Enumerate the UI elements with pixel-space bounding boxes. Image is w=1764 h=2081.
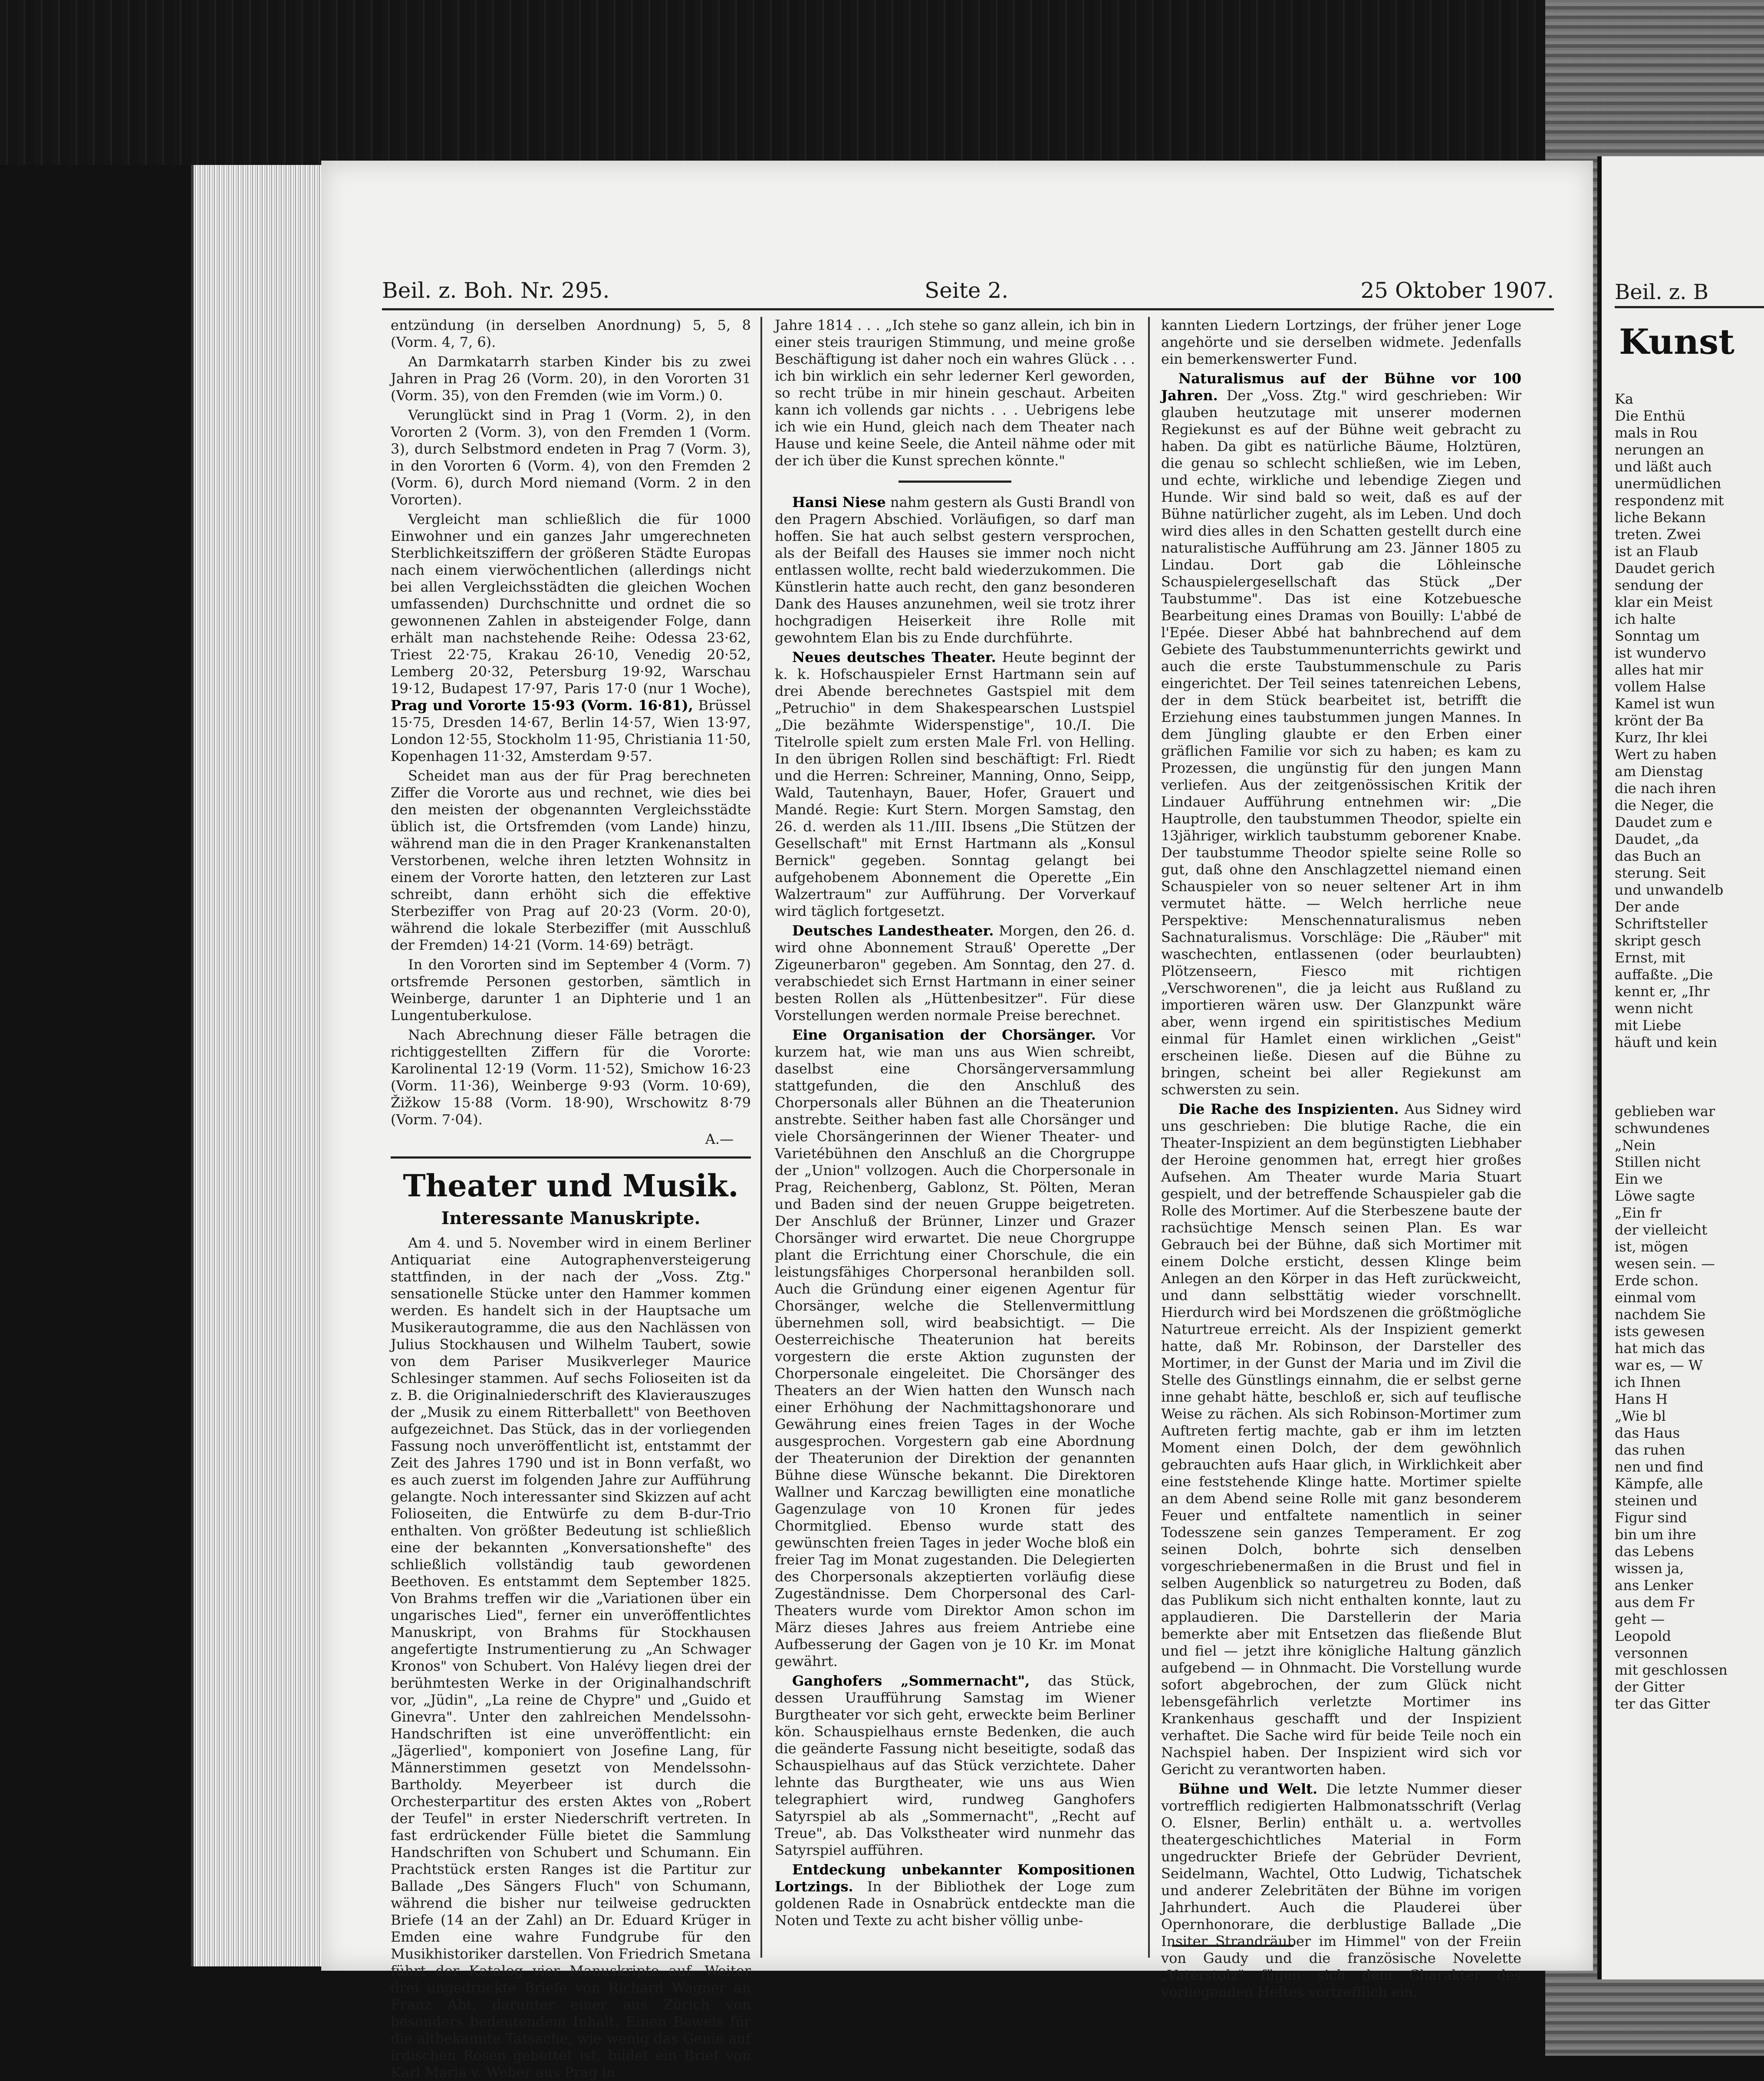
page-header [382, 278, 1554, 304]
adjacent-text-line: das Haus [1615, 1425, 1680, 1441]
column-divider [760, 317, 762, 1958]
paragraph: Scheidet man aus der für Prag berechneten Ziffer die Vororte aus und rechnet, wie dies bei den meisten der obgenannten Vergleichsstädte üblich ist, die Ortsfremden (vom Lande) hinzu, während man die in den Prager Krankenanstalten Verstorbenen, welche ihren letzten Wohnsitz in einem der Vororte hatten, den letzteren zur Last schreibt, dann erhöht sich die effektive Sterbeziffer von Prag auf 20·23 (Vorm. 20·0), während die lokale Sterbeziffer (mit Ausschluß der Fremden) 14·21 (Vorm. 14·69) beträgt. [391, 767, 751, 953]
adjacent-text-line: Leopold [1615, 1628, 1671, 1644]
adjacent-text-line: Sonntag um [1615, 628, 1700, 644]
adjacent-text-line: nerungen an [1615, 441, 1704, 458]
article-heading: Die Rache des Inspizienten. [1178, 1101, 1399, 1117]
header-issue: Beil. z. Boh. Nr. 295. [382, 278, 610, 303]
newspaper-page [321, 161, 1593, 2081]
paragraph: Bühne und Welt. Die letzte Nummer dieser vortrefflich redigierten Halbmonatsschrift (Verlag O. Elsner, Berlin) enthält u. a. wertvolles theatergeschichtliches Material in Form ungedruckter Briefe der Gebrüder Devrient, Seidelmann, Wachtel, Otto Ludwig, Tichatschek und anderer Zelebritäten der Bühne im vorigen Jahrhundert. Auch die Plauderei über Opernhonorare, die derblustige Ballade „Die Insiter Strandräuber im Himmel" von der Freiin von Gaudy und die französische Novelette „Vaterstolz" fügen sich dem Charakter des vorliegenden Heftes vortrefflich ein. [1161, 1781, 1522, 2000]
adjacent-text-line: Daudet gerich [1615, 560, 1715, 576]
adjacent-text-line: Ernst, mit [1615, 949, 1685, 966]
adjacent-text-line: Kämpfe, alle [1615, 1475, 1703, 1492]
adjacent-text-line: geht — [1615, 1611, 1665, 1627]
adjacent-text-line: Daudet zum e [1615, 814, 1712, 830]
adjacent-text-line: vollem Halse [1615, 678, 1706, 695]
adjacent-text-line: Ein we [1615, 1171, 1663, 1187]
paragraph: Neues deutsches Theater. Heute beginnt der k. k. Hofschauspieler Ernst Hartmann sein auf drei Abende berechnetes Gastspiel mit dem „Petruchio" in dem Shakespearschen Lustspiel „Die bezähmte Widerspenstige", 10./I. Die Titelrolle spielt zum ersten Male Frl. von Helling. In den übrigen Rollen sind beschäftigt: Frl. Riedt und die Herren: Schreiner, Manning, Onno, Seipp, Wald, Tautenhayn, Bauer, Hofer, Grauert und Mandé. Regie: Kurt Stern. Morgen Samstag, den 26. d. werden als 11./III. Ibsens „Die Stützen der Gesellschaft" mit Ernst Hartmann als „Konsul Bernick" gegeben. Sonntag gelangt bei aufgehobenem Abonnement die Operette „Ein Walzertraum" zur Aufführung. Der Vorverkauf wird täglich fortgesetzt. [775, 649, 1135, 919]
adjacent-page-text [1615, 391, 1764, 1712]
adjacent-text-line: steinen und [1615, 1492, 1698, 1509]
adjacent-text-line: das ruhen [1615, 1442, 1685, 1458]
article-heading: Hansi Niese [792, 494, 886, 510]
adjacent-page [1597, 156, 1764, 1979]
article-heading: Bühne und Welt. [1178, 1781, 1318, 1797]
adjacent-text-line: auffaßte. „Die [1615, 966, 1713, 983]
adjacent-text-line: bin um ihre [1615, 1526, 1696, 1543]
paragraph: kannten Liedern Lortzings, der früher jener Loge angehörte und sie derselben widmete. Jedenfalls ein bemerkenswerter Fund. [1161, 317, 1521, 367]
paragraph: Ganghofers „Sommernacht", das Stück, dessen Uraufführung Samstag im Wiener Burgtheater vor sich geht, erweckte beim Berliner kön. Schauspielhaus ernste Bedenken, die auch die geänderte Fassung nicht beseitigte, sodaß das Schauspielhaus auf das Stück verzichtete. Daher lehnte das Burgtheater, wie uns aus Wien telegraphiert wird, rundweg Ganghofers Satyrspiel ab als „Sommernacht", „Recht auf Treue", ab. Das Volkstheater wird nunmehr das Satyrspiel aufführen. [775, 1673, 1135, 1858]
adjacent-text-line: klar ein Meist [1615, 594, 1713, 610]
adjacent-text-line: ist wundervo [1615, 645, 1706, 661]
adjacent-text-line: sterung. Seit [1615, 865, 1706, 881]
paragraph: In den Vororten sind im September 4 (Vorm. 7) ortsfremde Personen gestorben, sämtlich in Weinberge, darunter 1 an Diphterie und 1 an Lungentuberkulose. [391, 956, 751, 1024]
adjacent-text-line: wesen sein. — [1615, 1255, 1715, 1272]
adjacent-text-line: hat mich das [1615, 1340, 1705, 1357]
adjacent-text-line: die Neger, die [1615, 797, 1714, 813]
author-signature: A.— [705, 1131, 734, 1147]
adjacent-text-line: ist, mögen [1615, 1238, 1688, 1255]
adjacent-text-line: Erde schon. [1615, 1272, 1699, 1289]
adjacent-text-line: wissen ja, [1615, 1560, 1684, 1577]
adjacent-text-line: unermüdlichen [1615, 475, 1721, 492]
adjacent-text-line: krönt der Ba [1615, 712, 1704, 729]
paragraph: Entdeckung unbekannter Kompositionen Lortzings. In der Bibliothek der Loge zum goldenen Rade in Osnabrück entdeckte man die Noten und Texte zu acht bisher völlig unbe- [775, 1861, 1135, 1929]
highlight-prague: Prag und Vororte 15·93 (Vorm. 16·81), [391, 697, 693, 714]
adjacent-text-line: Stillen nicht [1615, 1154, 1701, 1170]
column-2 [775, 317, 1135, 1966]
column-3 [1161, 317, 1522, 2000]
paragraph: Naturalismus auf der Bühne vor 100 Jahren. Der „Voss. Ztg." wird geschrieben: Wir glauben heutzutage mit unserer modernen Regiekunst es auf der Bühne weit gebracht zu haben. Da gibt es natürliche Bäume, Holztüren, die genau so schlecht schließen, wie im Leben, und echte, wirkliche und lebendige Ziegen und Hunde. Wir sind bald so weit, daß es auf der Bühne natürlicher zugeht, als im Leben. Und doch wird dies alles in den Schatten gestellt durch eine naturalistische Aufführung am 23. Jänner 1805 zu Lindau. Dort gab die Löhleinsche Schauspielergesellschaft das Stück „Der Taubstumme". Das ist eine Kotzebuesche Bearbeitung eines Dramas von Bouilly: L'abbé de l'Epée. Dieser Abbé hat bahnbrechend auf dem Gebiete des Taubstummenunterrichts gewirkt und auch die erste Taubstummenschule zu Paris eingerichtet. Der Teil seines tatenreichen Lebens, der in dem Stück bearbeitet ist, betrifft die Erziehung eines taubstummen jungen Mannes. In dem Jüngling glaubte er den Erben einer gräflichen Familie vor sich zu haben; es kam zu Prozessen, die ungünstig für den jungen Mann verliefen. Aus der zeitgenössischen Kritik der Lindauer Aufführung entnehmen wir: „Die Hauptrolle, den taubstummen Theodor, spielte ein 13jähriger, wirklich taubstumm geborener Knabe. Der taubstumme Theodor spielte seine Rolle so gut, daß ohne den Anschlagzettel niemand einen Schauspieler von so neuer seltener Art in ihm vermutet hätte. — Welch herrliche neue Perspektive: Menschennaturalismus neben Sachnaturalismus. Vorschläge: Die „Räuber" mit waschechten, entlassenen (oder beurlaubten) Plötzenseern, Fiesco mit richtigen „Verschworenen", die ja leicht aus Rußland zu importieren wären usw. Der Glanzpunkt wäre aber, wenn irgend ein spiritistisches Medium einmal für Hamlet einen wirklichen „Geist" erscheinen ließe. Diesen auf die Bühne zu bringen, scheint bei aller Regiekunst am schwersten zu sein. [1161, 370, 1522, 1098]
adjacent-text-line: wenn nicht [1615, 1000, 1693, 1017]
adjacent-text-line: häuft und kein [1615, 1034, 1718, 1050]
adjacent-text-line: ich halte [1615, 611, 1676, 627]
adjacent-text-line: geblieben war [1615, 1103, 1715, 1120]
adjacent-text-line: ists gewesen [1615, 1323, 1705, 1340]
adjacent-text-line: einmal vom [1615, 1289, 1696, 1306]
column-1 [391, 317, 751, 2081]
paragraph: Nach Abrechnung dieser Fälle betragen die richtiggestellten Ziffern für die Vororte: Karolinental 12·19 (Vorm. 11·52), Smichow 16·23 (Vorm. 11·36), Weinberge 9·93 (Vorm. 10·69), Žižkow 15·88 (Vorm. 18·90), Wrschowitz 8·79 (Vorm. 7·04). [391, 1027, 751, 1128]
paragraph: Verunglückt sind in Prag 1 (Vorm. 2), in den Vororten 2 (Vorm. 3), von den Fremden 1 (Vorm. 3), durch Selbstmord endeten in Prag 7 (Vorm. 3), in den Vororten 6 (Vorm. 4), von den Fremden 2 (Vorm. 6), durch Mord niemand (Vorm. 2 in den Vororten). [391, 407, 751, 508]
adjacent-text-line: die nach ihren [1615, 780, 1716, 797]
adjacent-text-line: war es, — W [1615, 1357, 1703, 1373]
adjacent-text-line: das Lebens [1615, 1543, 1694, 1560]
article-subhead: Interessante Manuskripte. [441, 1208, 701, 1228]
paragraph: Deutsches Landestheater. Morgen, den 26. d. wird ohne Abonnement Strauß' Operette „Der Zigeunerbaron" gegeben. Am Sonntag, den 27. d. verabschiedet sich Ernst Hartmann in einer seiner besten Rollen als „Hüttenbesitzer". Für diese Vorstellungen werden normale Preise berechnet. [775, 922, 1135, 1024]
adjacent-text-line: kennt er, „Ihr [1615, 983, 1710, 1000]
adjacent-text-line: Kurz, Ihr klei [1615, 729, 1708, 746]
microfilm-background [0, 0, 1764, 165]
separator [898, 481, 1011, 483]
section-title: Theater und Musik. [391, 1156, 751, 1205]
adjacent-text-line: ich Ihnen [1615, 1374, 1681, 1390]
adjacent-section-title: Kunst [1619, 321, 1735, 362]
article-heading: Naturalismus auf der Bühne vor 100 Jahren. [1161, 370, 1521, 404]
adjacent-text-line: treten. Zwei [1615, 526, 1701, 543]
paragraph: Vergleicht man schließlich die für 1000 Einwohner und ein ganzes Jahr umgerechneten Sterblichkeitsziffern der größeren Städte Europas nach einem vierwöchentlichen (allerdings nicht bei allen Vergleichsstädten die gleichen Wochen umfassenden) Durchschnitte und ordnet die so gewonnenen Zahlen in absteigender Folge, dann erhält man nachstehende Reihe: Odessa 23·62, Triest 22·75, Krakau 26·10, Venedig 20·52, Lemberg 20·32, Petersburg 19·92, Warschau 19·12, Budapest 17·97, Paris 17·0 (nur 1 Woche), Prag und Vororte 15·93 (Vorm. 16·81), Brüssel 15·75, Dresden 14·67, Berlin 14·57, Wien 13·97, London 12·55, Stockholm 11·95, Christiania 11·50, Kopenhagen 11·32, Amsterdam 9·57. [391, 511, 751, 764]
paragraph: Am 4. und 5. November wird in einem Berliner Antiquariat eine Autographenversteigerung stattfinden, in der nach der „Voss. Ztg." sensationelle Stücke unter den Hammer kommen werden. Es handelt sich in der Hauptsache um Musikerautogramme, die aus den Nachlässen von Julius Stockhausen und Wilhelm Taubert, sowie von dem Pariser Musikverleger Maurice Schlesinger stammen. Auf sechs Folioseiten ist da z. B. die Originalniederschrift des Klavierauszuges der „Musik zu einem Ritterballett" von Beethoven aufgezeichnet. Das Stück, das in der vorliegenden Fassung noch unveröffentlicht ist, entstammt der Zeit des Jahres 1790 und ist in Bonn verfaßt, wo es auch zuerst im folgenden Jahre zur Aufführung gelangte. Noch interessanter sind Skizzen auf acht Folioseiten, die Entwürfe zu dem B-dur-Trio enthalten. Von größter Bedeutung ist schließlich eine der bekannten „Konversationshefte" des schließlich vollständig taub gewordenen Beethoven. Es entstammt dem September 1825. Von Brahms treffen wir die „Variationen über ein ungarisches Lied", ferner ein unveröffentlichtes Manuskript, von Brahms für Stockhausen angefertigte Instrumentierung zu „An Schwager Kronos" von Schubert. Von Halévy liegen drei der berühmtesten Werke in der Originalhandschrift vor, „Jüdin", „La reine de Chypre" und „Guido et Ginevra". Unter den zahlreichen Mendelssohn-Handschriften ist eine unveröffentlicht: ein „Jägerlied", komponiert von Josefine Lang, für Männerstimmen gesetzt von Mendelssohn-Bartholdy. Meyerbeer ist durch die Orchesterpartitur des ersten Aktes von „Robert der Teufel" in erster Niederschrift vertreten. In fast erdrückender Fülle bietet die Sammlung Handschriften von Schubert und Schumann. Ein Prachtstück ersten Ranges ist die Partitur zur Ballade „Des Sängers Fluch" von Schumann, während die bisher nur teilweise gedruckten Briefe (14 an der Zahl) an Dr. Eduard Krüger in Emden eine wahre Fundgrube für den Musikhistoriker darstellen. Von Friedrich Smetana führt der Katalog vier Manuskripte auf. Weiter drei ungedruckte Briefe von Richard Wagner an Franz Abt, darunter einer aus Zürich von besonders bedeutendem Inhalt. Einen Beweis für die altbekannte Tatsache, wie wenig das Genie auf irdischen Rosen gebettet ist, bildet ein Brief von Karl Maria v. Weber aus Prag in [391, 1235, 751, 2081]
adjacent-text-line: Kamel ist wun [1615, 695, 1715, 712]
adjacent-text-line: liche Bekann [1615, 509, 1706, 526]
adjacent-text-line: Schriftsteller [1615, 915, 1708, 932]
article-heading: Neues deutsches Theater. [792, 649, 996, 665]
adjacent-text-line: mit Liebe [1615, 1017, 1682, 1034]
adjacent-text-line: Ka [1615, 391, 1633, 407]
article-heading: Deutsches Landestheater. [792, 922, 994, 939]
article-heading: Ganghofers „Sommernacht", [792, 1673, 1030, 1689]
adjacent-text-line: mals in Rou [1615, 425, 1698, 441]
adjacent-text-line: „Wie bl [1615, 1408, 1666, 1424]
adjacent-text-line: Löwe sagte [1615, 1188, 1695, 1204]
column-divider [1148, 317, 1150, 1958]
adjacent-text-line: nen und find [1615, 1459, 1704, 1475]
adjacent-text-line: am Dienstag [1615, 763, 1703, 780]
adjacent-text-line: Hans H [1615, 1391, 1668, 1407]
end-rule [1172, 1945, 1293, 1947]
paragraph: Eine Organisation der Chorsänger. Vor kurzem hat, wie man uns aus Wien schreibt, daselbst eine Chorsängerversammlung stattgefunden, die den Anschluß des Chorpersonals aller Bühnen an die Theaterunion anstrebte. Seither haben fast alle Chorsänger und viele Chorsängerinnen der Wiener Theater- und Varietébühnen den Anschluß an die Chorgruppe der „Union" vollzogen. Auch die Chorpersonale in Prag, Reichenberg, Gablonz, St. Pölten, Meran und Baden sind der neuen Gruppe beigetreten. Der Anschluß der Brünner, Linzer und Grazer Chorsänger wird erwartet. Die neue Chorgruppe plant die Errichtung einer Chorschule, die ein leistungsfähiges Chorpersonal heranbilden soll. Auch die Gründung einer eigenen Agentur für Chorsänger, welche die Stellenvermittlung übernehmen soll, wird beabsichtigt. — Die Oesterreichische Theaterunion hat bereits vorgestern die erste Aktion zugunsten der Chorpersonale eingeleitet. Die Chorsänger des Theaters an der Wien hatten den Wunsch nach einer Erhöhung der Nachmittagshonorare und Gewährung eines freien Tages in der Woche ausgesprochen. Vorgestern gab eine Abordnung der Theaterunion der Direktion der genannten Bühne diese Wünsche bekannt. Die Direktoren Wallner und Karczag bewilligten eine monatliche Gagenzulage von 10 Kronen für jedes Chormitglied. Ebenso wurde statt des gewünschten freien Tages in jeder Woche bloß ein freier Tag im Monat zugestanden. Die Delegierten des Chorpersonals akzeptierten vorläufig diese Zugeständnisse. Dem Chorpersonal des Carl-Theaters wurde vom Direktor Amon schon im März dieses Jahres aus freiem Antriebe eine Aufbesserung der Gagen von je 10 Kr. im Monat gewährt. [775, 1027, 1135, 1669]
adjacent-text-line: der Gitter [1615, 1679, 1685, 1695]
adjacent-page-header: Beil. z. B [1615, 280, 1708, 304]
adjacent-text-line: und unwandelb [1615, 882, 1724, 898]
adjacent-text-line: „Ein fr [1615, 1205, 1662, 1221]
paragraph: Die Rache des Inspizienten. Aus Sidney wird uns geschrieben: Die blutige Rache, die ein Theater-Inspizient an dem begünstigten Liebhaber der Heroine genommen hat, erregt hier großes Aufsehen. Am Theater wurde Maria Stuart gespielt, und der betreffende Schauspieler gab die Rolle des Mortimer. Auf die Sterbeszene baute der rachsüchtige Mensch seinen Plan. Es war Gebrauch bei der Bühne, daß sich Mortimer mit einem Dolche ersticht, dessen Klinge beim Anlegen an den Körper in das Heft zurückweicht, und dann selbsttätig wieder vorschnellt. Hierdurch wird bei Mordszenen die größtmögliche Naturtreue erreicht. Als der Inspizient gemerkt hatte, daß Mr. Robinson, der Darsteller des Mortimer, in der Gunst der Maria und im Zivil die Stelle des Günstlings einnahm, die er selbst gerne inne gehabt hätte, beschloß er, sich auf teuflische Weise zu rächen. Als sich Robinson-Mortimer zum Auftreten fertig machte, gab er ihm im letzten Moment einen Dolch, der dem gewöhnlich gebrauchten aufs Haar glich, in Wirklichkeit aber eine feststehende Klinge hatte. Mortimer spielte an dem Abend seine Rolle mit ganz besonderem Feuer und entfaltete namentlich in seiner Todesszene sein ganzes Temperament. Er zog seinen Dolch, bohrte sich denselben vorgeschriebenermaßen in die Brust und fiel in selben Augenblick so naturgetreu zu Boden, daß das Publikum sich nicht enthalten konnte, laut zu applaudieren. Die Darstellerin der Maria bemerkte aber mit Entsetzen das fließende Blut und fiel — jetzt ihre königliche Haltung gänzlich aufgebend — in Ohnmacht. Die Vorstellung wurde sofort abgebrochen, der zum Glück nicht lebensgefährlich verletzte Mortimer ins Krankenhaus geschafft und der Inspizient verhaftet. Die Sache wird für beide Teile noch ein Nachspiel haben. Der Inspizient wird sich vor Gericht zu verantworten haben. [1161, 1101, 1522, 1778]
adjacent-text-line: Wert zu haben [1615, 746, 1717, 763]
header-rule [382, 308, 1554, 310]
paragraph: entzündung (in derselben Anordnung) 5, 5, 8 (Vorm. 4, 7, 6). [391, 317, 751, 350]
adjacent-text-line: „Nein [1615, 1137, 1656, 1153]
adjacent-text-line: alles hat mir [1615, 662, 1703, 678]
adjacent-text-line: sendung der [1615, 577, 1703, 593]
adjacent-text-line: aus dem Fr [1615, 1594, 1695, 1610]
adjacent-text-line: nachdem Sie [1615, 1306, 1706, 1323]
paragraph: Jahre 1814 . . . „Ich stehe so ganz allein, ich bin in einer steis traurigen Stimmung, und meine große Beschäftigung ist daher noch ein wahres Glück . . . ich bin wirklich ein sehr lederner Kerl geworden, so recht trübe in mir hinein geschaut. Arbeiten kann ich vollends gar nichts . . . Uebrigens lebe ich wie ein Hund, gleich nach dem Theater nach Hause und keine Seele, die Anteil nähme oder mit der ich über die Kunst sprechen könnte." [775, 317, 1135, 469]
adjacent-text-line: Der ande [1615, 899, 1680, 915]
header-page-number: Seite 2. [925, 278, 1009, 303]
adjacent-text-line: respondenz mit [1615, 492, 1724, 509]
adjacent-gap [1615, 1051, 1764, 1103]
adjacent-text-line: schwundenes [1615, 1120, 1710, 1136]
adjacent-text-line: mit geschlossen [1615, 1662, 1728, 1678]
adjacent-header-rule [1615, 306, 1764, 308]
adjacent-text-line: der vielleicht [1615, 1222, 1708, 1238]
adjacent-text-line: skript gesch [1615, 932, 1701, 949]
article-heading: Eine Organisation der Chorsänger. [792, 1027, 1096, 1043]
paragraph: An Darmkatarrh starben Kinder bis zu zwei Jahren in Prag 26 (Vorm. 20), in den Vororten 31 (Vorm. 35), von den Fremden (wie im Vorm.) 0. [391, 353, 751, 404]
adjacent-text-line: ist an Flaub [1615, 543, 1698, 560]
adjacent-text-line: Daudet, „da [1615, 831, 1699, 847]
adjacent-text-line: Figur sind [1615, 1509, 1687, 1526]
adjacent-text-line: ans Lenker [1615, 1577, 1693, 1594]
article-heading: Entdeckung unbekannter Kompositionen Lortzings. [775, 1861, 1135, 1895]
book-page-stack [191, 165, 337, 1966]
adjacent-text-line: und läßt auch [1615, 458, 1712, 475]
adjacent-text-line: Die Enthü [1615, 408, 1686, 424]
adjacent-text-line: das Buch an [1615, 848, 1701, 864]
adjacent-text-line: ter das Gitter [1615, 1696, 1710, 1712]
header-date: 25 Oktober 1907. [1360, 278, 1554, 303]
adjacent-text-line: versonnen [1615, 1645, 1688, 1661]
paragraph: Hansi Niese nahm gestern als Gusti Brandl von den Pragern Abschied. Vorläufigen, so darf man hoffen. Sie hat auch selbst gestern versprochen, als der Beifall des Hauses sie immer noch nicht entlassen wollte, recht bald wiederzukommen. Die Künstlerin hatte auch recht, den ganz besonderen Dank des Hauses anzunehmen, weil sie trotz ihrer hochgradigen Heiserkeit ihre Rolle mit gewohntem Elan bis zu Ende durchführte. [775, 494, 1135, 646]
